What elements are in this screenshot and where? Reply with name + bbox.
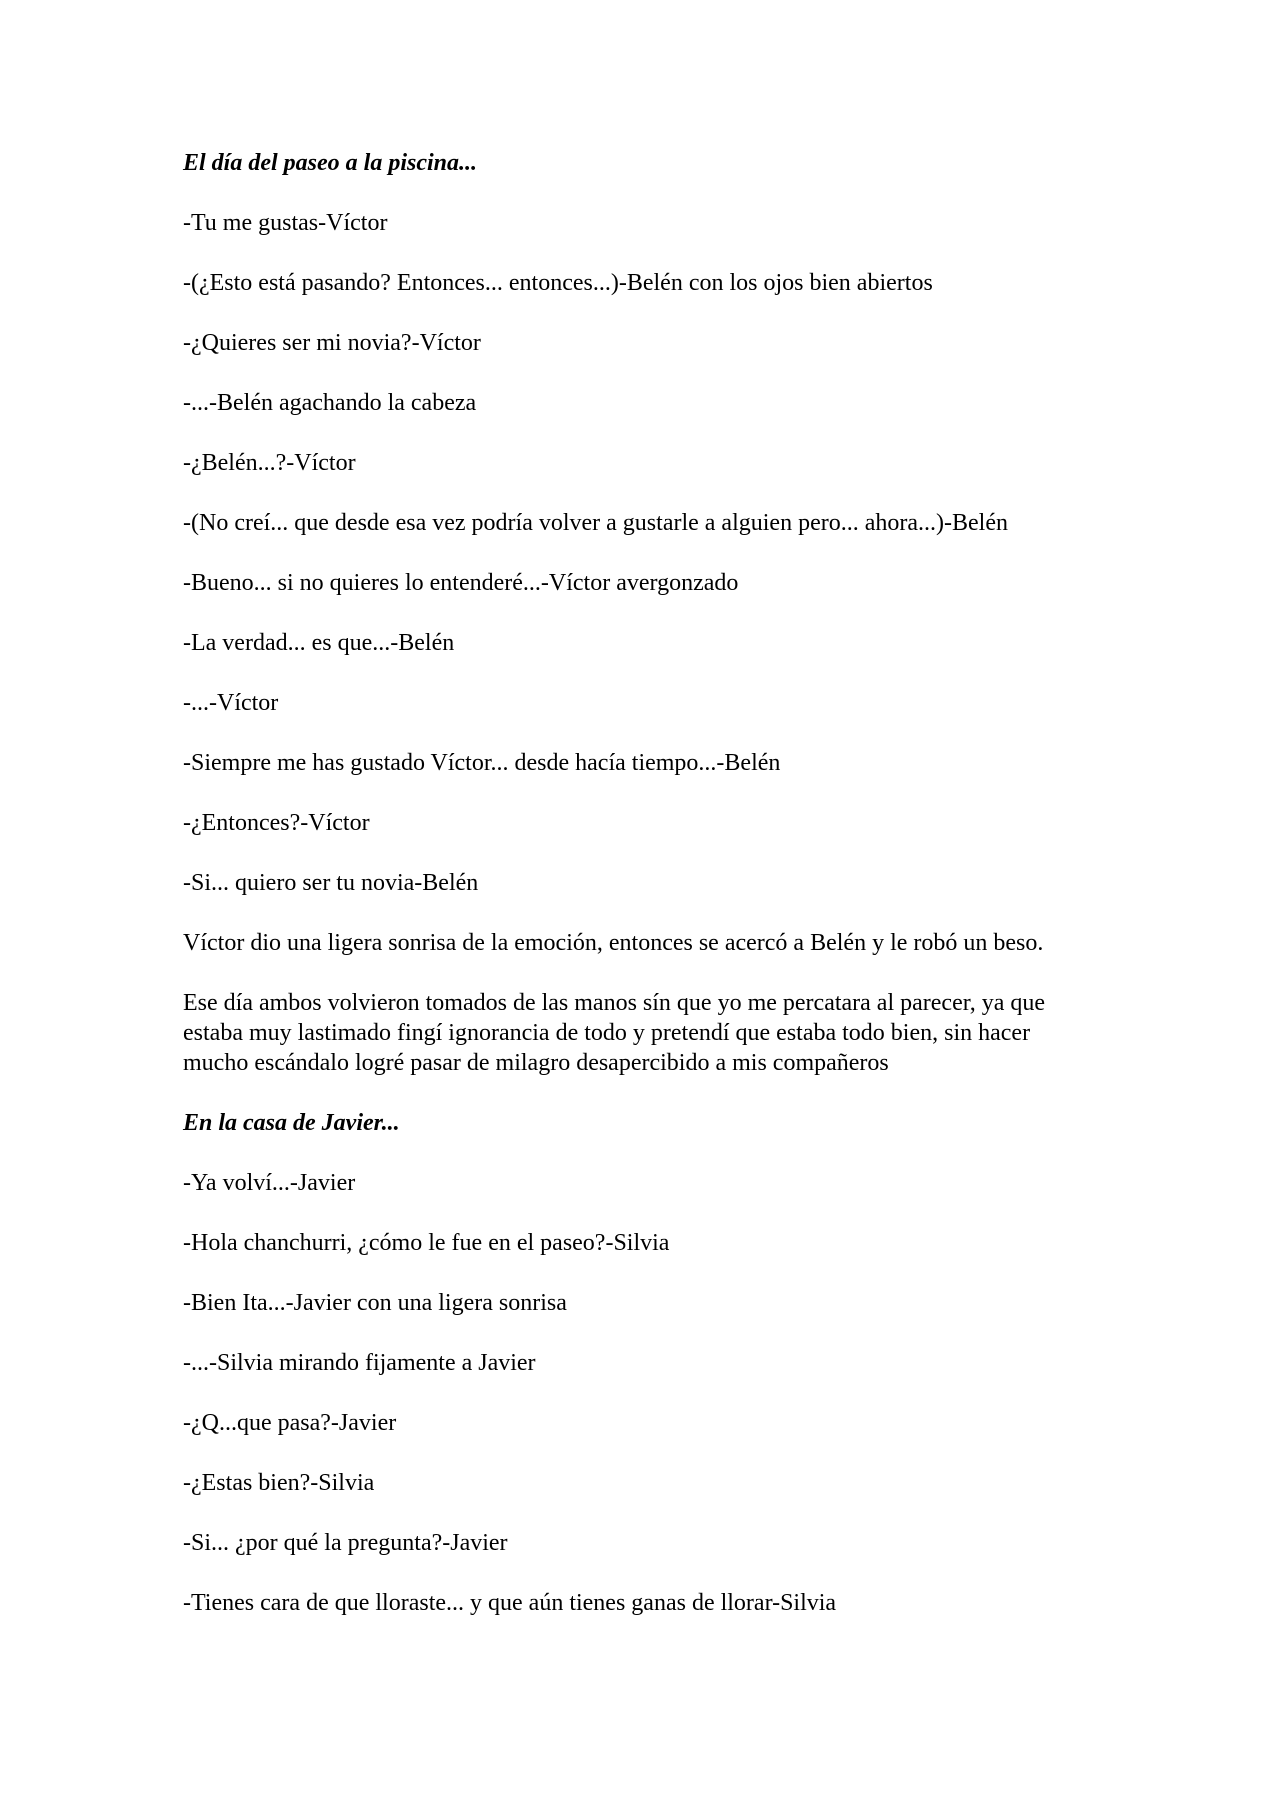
section-heading: El día del paseo a la piscina... [183,150,477,176]
dialogue-line: -Bien Ita...-Javier con una ligera sonrisa [183,1290,567,1316]
dialogue-line: -Si... quiero ser tu novia-Belén [183,870,479,896]
dialogue-line: -¿Q...que pasa?-Javier [183,1410,397,1436]
dialogue-line: -(No creí... que desde esa vez podría volver a gustarle a alguien pero... ahora...)-Belén [183,510,1008,536]
dialogue-line: -Siempre me has gustado Víctor... desde hacía tiempo...-Belén [183,750,781,776]
dialogue-line: -La verdad... es que...-Belén [183,630,455,656]
dialogue-line: -Bueno... si no quieres lo entenderé...-Víctor avergonzado [183,570,739,596]
dialogue-line: -...-Belén agachando la cabeza [183,390,477,416]
dialogue-line: -...-Silvia mirando fijamente a Javier [183,1350,536,1376]
dialogue-line: -¿Estas bien?-Silvia [183,1470,375,1496]
dialogue-line: -(¿Esto está pasando? Entonces... entonces...)-Belén con los ojos bien abiertos [183,270,933,296]
dialogue-line: -¿Belén...?-Víctor [183,450,356,476]
dialogue-line: -Tu me gustas-Víctor [183,210,388,236]
dialogue-line: -¿Entonces?-Víctor [183,810,370,836]
dialogue-line: -...-Víctor [183,690,279,716]
dialogue-line: -¿Quieres ser mi novia?-Víctor [183,330,481,356]
dialogue-line: -Hola chanchurri, ¿cómo le fue en el paseo?-Silvia [183,1230,670,1256]
section-heading: En la casa de Javier... [183,1110,400,1136]
narrative-paragraph: Víctor dio una ligera sonrisa de la emoción, entonces se acercó a Belén y le robó un beso. [183,930,1044,956]
dialogue-line: -Si... ¿por qué la pregunta?-Javier [183,1530,508,1556]
dialogue-line: -Ya volví...-Javier [183,1170,356,1196]
document-page [183,148,1083,1648]
narrative-paragraph: Ese día ambos volvieron tomados de las manos sín que yo me percatara al parecer, ya que estaba muy lastimado fingí ignorancia de todo y pretendí que estaba todo bien, sin hacer mucho escándalo logré pasar de milagro desapercibido a mis compañeros [183,990,1046,1076]
dialogue-line: -Tienes cara de que lloraste... y que aún tienes ganas de llorar-Silvia [183,1590,837,1616]
